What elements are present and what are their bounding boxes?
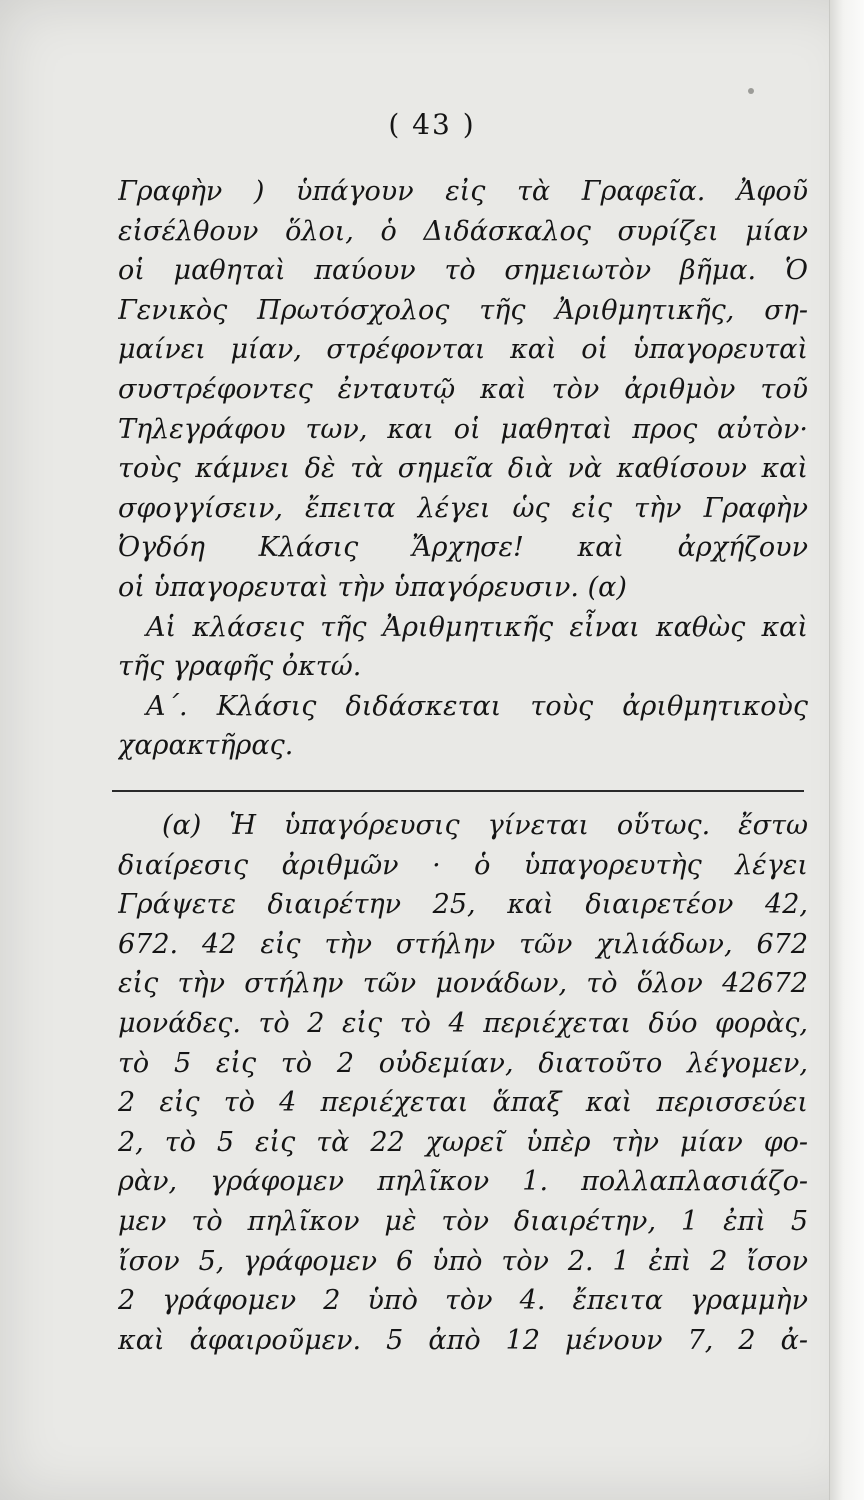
text-line: Α΄. Κλάσις διδάσκεται τοὺς ἀριθμητικοὺς	[146, 690, 808, 722]
text-line: τῆς γραφῆς ὀκτώ.	[118, 651, 362, 683]
footnote-line: μεν τὸ πηλῖκον μὲ τὸν διαιρέτην, 1 ἐπὶ 5	[118, 1205, 808, 1237]
text-line: οἱ μαθηταὶ παύουν τὸ σημειωτὸν βῆμα. Ὁ	[118, 255, 808, 287]
ink-speck	[748, 88, 754, 94]
text-line: εἰσέλθουν ὅλοι, ὁ Διδάσκαλος συρίζει μίαν	[118, 215, 808, 247]
text-line: σφογγίσειν, ἔπειτα λέγει ὡς εἰς τὴν Γραφὴν	[118, 492, 808, 524]
footnote-line: μονάδες. τὸ 2 εἰς τὸ 4 περιέχεται δύο φορὰς,	[118, 1007, 808, 1039]
footnote-line: Γράψετε διαιρέτην 25, καὶ διαιρετέον 42,	[118, 889, 808, 921]
footnote-line: καὶ ἀφαιροῦμεν. 5 ἀπὸ 12 μένουν 7, 2 ἀ-	[118, 1324, 808, 1356]
footnote-line: εἰς τὴν στήλην τῶν μονάδων, τὸ ὅλον 42672	[118, 968, 808, 1000]
text-line: συστρέφοντες ἐνταυτῷ καὶ τὸν ἀριθμὸν τοῦ	[118, 373, 808, 405]
footnote-line: τὸ 5 εἰς τὸ 2 οὐδεμίαν, διατοῦτο λέγομεν,	[118, 1047, 808, 1079]
text-line: μαίνει μίαν, στρέφονται καὶ οἱ ὑπαγορευταὶ	[118, 334, 808, 366]
text-line: οἱ ὑπαγορευταὶ τὴν ὑπαγόρευσιν. (α)	[118, 571, 627, 603]
footnote-separator	[112, 790, 804, 792]
text-line: Ὀγδόη Κλάσις Ἄρχησε! καὶ ἀρχήζουν	[118, 532, 808, 564]
text-line: Τηλεγράφου των, και οἱ μαθηταὶ προς αὐτὸν·	[118, 413, 808, 445]
footnote-line: διαίρεσις ἀριθμῶν · ὁ ὑπαγορευτὴς λέγει	[118, 849, 808, 881]
text-line: Αἱ κλάσεις τῆς Ἀριθμητικῆς εἶναι καθὼς καὶ	[146, 611, 808, 643]
footnote-line: (α) Ἡ ὑπαγόρευσις γίνεται οὕτως. ἔστω	[162, 810, 808, 841]
main-text-body	[118, 172, 808, 766]
text-line: χαρακτῆρας.	[118, 730, 294, 762]
footnote-line: 2 γράφομεν 2 ὑπὸ τὸν 4. ἔπειτα γραμμὴν	[118, 1285, 808, 1317]
text-line: Γραφὴν ) ὑπάγουν εἰς τὰ Γραφεῖα. Ἀφοῦ	[118, 176, 808, 207]
page-number: ( 43 )	[388, 108, 476, 141]
footnote-line: 672. 42 εἰς τὴν στήλην τῶν χιλιάδων, 672	[118, 928, 808, 960]
footnote-body	[118, 806, 808, 1360]
text-line: Γενικὸς Πρωτόσχολος τῆς Ἀριθμητικῆς, ση-	[118, 294, 808, 326]
footnote-line: 2, τὸ 5 εἰς τὰ 22 χωρεῖ ὑπὲρ τὴν μίαν φο-	[118, 1126, 808, 1158]
footnote-line: 2 εἰς τὸ 4 περιέχεται ἅπαξ καὶ περισσεύει	[118, 1087, 808, 1119]
page-edge	[829, 0, 864, 1500]
text-line: τοὺς κάμνει δὲ τὰ σημεῖα διὰ νὰ καθίσουν καὶ	[118, 453, 808, 485]
footnote-line: ρὰν, γράφομεν πηλῖκον 1. πολλαπλασιάζο-	[118, 1166, 808, 1198]
footnote-line: ἴσον 5, γράφομεν 6 ὑπὸ τὸν 2. 1 ἐπὶ 2 ἴσον	[118, 1245, 808, 1277]
